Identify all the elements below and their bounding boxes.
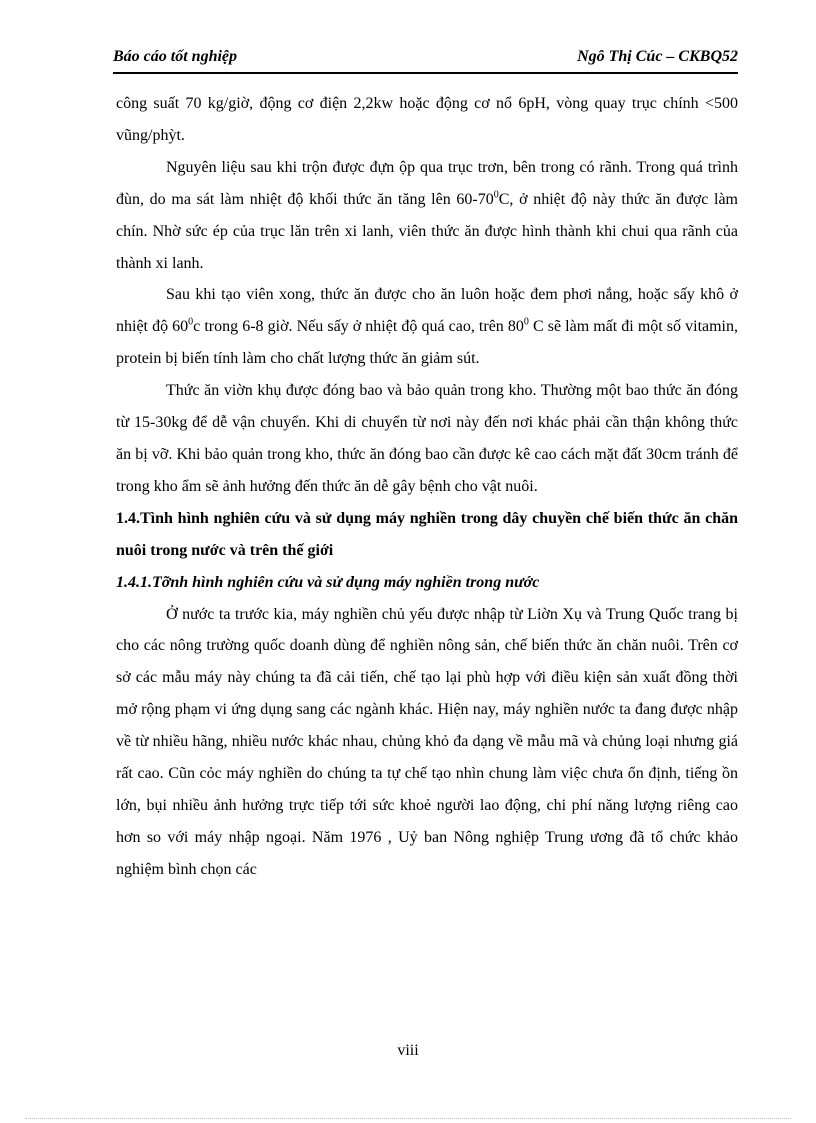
paragraph-3: Sau khi tạo viên xong, thức ăn được cho ăn luôn hoặc đem phơi nắng, hoặc sấy khô ở nhiệt độ $60^0c$ trong 6-8 giờ. Nếu sấy ở nhiệt độ quá cao, trên $80^0$ C sẽ làm mất đi một số vitamin, protein bị biến tính làm cho chất lượng thức ăn giảm sút. [116, 286, 739, 368]
page-number: viii [397, 1042, 419, 1059]
subsection-heading: 1.4.1.Tỡnh hình nghiên cứu và sử dụng máy nghiền trong nước [116, 573, 540, 591]
page-header [113, 46, 738, 74]
header-author: Ngô Thị Cúc – CKBQ52 [577, 48, 738, 65]
section-heading: 1.4.Tình hình nghiên cứu và sử dụng máy nghiền trong dây chuyền chế biến thức ăn chăn nuôi trong nước và trên thế giới [116, 509, 738, 559]
paragraph-2: Nguyên liệu sau khi trộn được đựn ộp qua trục trơn, bên trong có rãnh. Trong quá trình đùn, do ma sát làm nhiệt độ khối thức ăn tăng lên $60-70^0C$, ở nhiệt độ này thức ăn được làm chín. Nhờ sức ép của trục lăn trên xi lanh, viên thức ăn được hình thành khi chui qua rãnh của thành xi lanh. [116, 158, 738, 272]
page-body [116, 88, 738, 886]
paragraph-1: công suất 70 kg/giờ, động cơ điện 2,2kw hoặc động cơ nổ 6pH, vòng quay trục chính <500 vũng/phỳt. [116, 95, 738, 144]
paragraph-5: Ở nước ta trước kia, máy nghiền chủ yếu được nhập từ Liờn Xụ và Trung Quốc trang bị cho các nông trường quốc doanh dùng để nghiền nông sản, chế biến thức ăn chăn nuôi. Trên cơ sở các mẫu máy này chúng ta đã cải tiến, chế tạo lại phù hợp với điều kiện sản xuất đồng thời mở rộng phạm vi ứng dụng sang các ngành khác. Hiện nay, máy nghiền nước ta đang được nhập về từ nhiều hãng, nhiều nước khác nhau, chủng khỏ đa dạng về mẫu mã và chủng loại nhưng giá rất cao. Cũn cỏc máy nghiền do chúng ta tự chế tạo nhìn chung làm việc chưa ổn định, tiếng ồn lớn, bụi nhiều ảnh hưởng trực tiếp tới sức khoẻ người lao động, chi phí năng lượng riêng cao hơn so với máy nhập ngoại. Năm 1976 , Uỷ ban Nông nghiệp Trung ương đã tổ chức khảo nghiệm bình chọn các [116, 605, 738, 878]
header-title: Báo cáo tốt nghiệp [113, 48, 238, 65]
paragraph-4: Thức ăn viờn khụ được đóng bao và bảo quản trong kho. Thường một bao thức ăn đóng từ 15-30kg để dễ vận chuyển. Khi di chuyển từ nơi này đến nơi khác phải cần thận không thức ăn bị vỡ. Khi bảo quản trong kho, thức ăn đóng bao cần được kê cao cách mặt đất 30cm tránh để trong kho ẩm sẽ ảnh hưởng đến thức ăn dễ gây bệnh cho vật nuôi. [116, 382, 738, 495]
page-bottom-divider [25, 1118, 791, 1119]
